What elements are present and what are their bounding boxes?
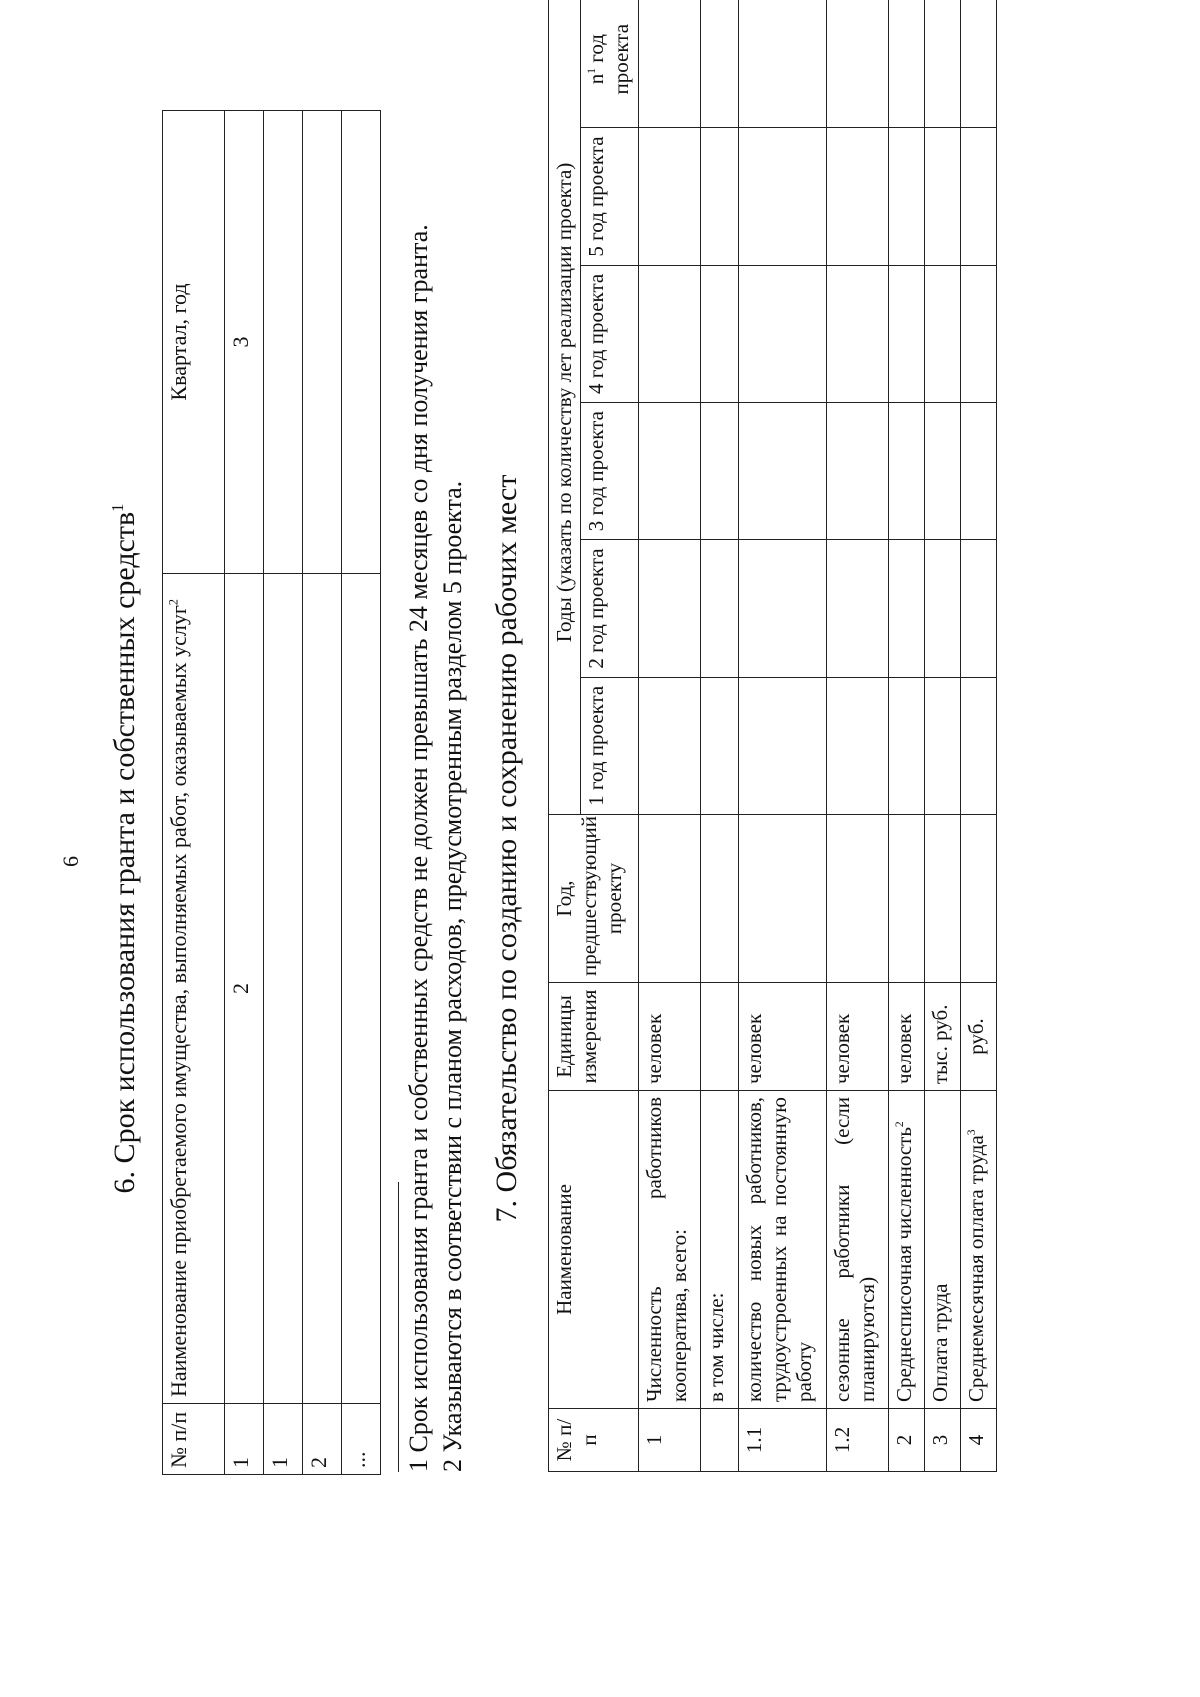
row-cell bbox=[638, 677, 700, 814]
row-cell bbox=[638, 128, 700, 265]
row-cell bbox=[924, 815, 960, 983]
row-no: 2 bbox=[888, 1409, 924, 1472]
row-number: 1 bbox=[264, 1404, 303, 1475]
row-unit: человек bbox=[888, 983, 924, 1091]
footnote-1: 1 Срок использования гранта и собственных средств не должен превышать 24 месяцев со дня получения гранта. bbox=[404, 224, 433, 1472]
table-header-row bbox=[163, 111, 225, 1475]
table-row bbox=[700, 0, 738, 1472]
header-year-3: 3 год проекта bbox=[581, 403, 638, 540]
row-cell bbox=[960, 0, 996, 128]
header-year-1: 1 год проекта bbox=[581, 677, 638, 814]
table-row bbox=[303, 111, 342, 1475]
header-prev-year: Год, предшествующий проекту bbox=[549, 815, 639, 983]
row-no: 3 bbox=[924, 1409, 960, 1472]
table-row bbox=[264, 111, 303, 1475]
row-cell bbox=[700, 815, 738, 983]
row-cell bbox=[960, 128, 996, 265]
row-cell bbox=[700, 540, 738, 677]
row-cell bbox=[888, 265, 924, 402]
row-cell bbox=[888, 128, 924, 265]
header-year-n: $n^1$ год проекта bbox=[581, 0, 638, 128]
row-cell bbox=[700, 677, 738, 814]
row-name: сезонные работники (если планируются) bbox=[826, 1091, 888, 1409]
row-cell bbox=[638, 815, 700, 983]
row-no: 1 bbox=[638, 1409, 700, 1472]
row-quarter-cell bbox=[264, 111, 303, 574]
row-no: 1.2 bbox=[826, 1409, 888, 1472]
row-cell bbox=[638, 0, 700, 128]
row-quarter-cell bbox=[303, 111, 342, 574]
row-no: 1.1 bbox=[738, 1409, 826, 1472]
header-unit: Единицы измерения bbox=[549, 983, 639, 1091]
row-unit bbox=[700, 983, 738, 1091]
row-cell bbox=[638, 265, 700, 402]
header-no: № п/п bbox=[549, 1409, 639, 1472]
row-cell bbox=[888, 540, 924, 677]
row-cell bbox=[924, 677, 960, 814]
row-name-cell bbox=[342, 574, 381, 1404]
table-row bbox=[738, 0, 826, 1472]
header-year-4: 4 год проекта bbox=[581, 265, 638, 402]
row-unit: человек bbox=[638, 983, 700, 1091]
row-number: 2 bbox=[303, 1404, 342, 1475]
row-cell bbox=[738, 815, 826, 983]
row-cell bbox=[924, 128, 960, 265]
row-cell bbox=[924, 540, 960, 677]
row-cell bbox=[888, 0, 924, 128]
row-name: в том числе: bbox=[700, 1091, 738, 1409]
row-cell bbox=[826, 677, 888, 814]
table-row bbox=[960, 0, 996, 1472]
section7-title: 7. Обязательство по созданию и сохранению рабочих мест bbox=[490, 474, 523, 1223]
row-name: Среднемесячная оплата труда$^3$ bbox=[960, 1091, 996, 1409]
row-cell bbox=[888, 815, 924, 983]
row-cell bbox=[960, 265, 996, 402]
row-cell bbox=[638, 403, 700, 540]
row-cell bbox=[826, 265, 888, 402]
row-cell bbox=[960, 403, 996, 540]
row-number: ... bbox=[342, 1404, 381, 1475]
row-cell bbox=[960, 677, 996, 814]
row-cell bbox=[924, 403, 960, 540]
header-year-5: 5 год проекта bbox=[581, 128, 638, 265]
header-year-2: 2 год проекта bbox=[581, 540, 638, 677]
row-cell bbox=[700, 0, 738, 128]
row-cell bbox=[738, 677, 826, 814]
footnote-divider bbox=[398, 1182, 399, 1472]
row-cell bbox=[738, 540, 826, 677]
table-row bbox=[924, 0, 960, 1472]
row-name: Численность работников кооператива, всего: bbox=[638, 1091, 700, 1409]
row-cell bbox=[960, 815, 996, 983]
row-no bbox=[700, 1409, 738, 1472]
table-row bbox=[342, 111, 381, 1475]
row-name: Оплата труда bbox=[924, 1091, 960, 1409]
section6-title: 6. Срок использования гранта и собственных средств$^1$ bbox=[108, 503, 141, 1194]
header-no: № п/п bbox=[163, 1404, 225, 1475]
header-quarter: Квартал, год bbox=[163, 111, 225, 574]
header-name: Наименование bbox=[549, 1091, 639, 1409]
row-cell bbox=[888, 403, 924, 540]
table-row bbox=[888, 0, 924, 1472]
row-unit: руб. bbox=[960, 983, 996, 1091]
row-unit: человек bbox=[826, 983, 888, 1091]
row-cell bbox=[738, 0, 826, 128]
row-cell bbox=[738, 403, 826, 540]
row-cell bbox=[826, 403, 888, 540]
row-quarter-cell bbox=[342, 111, 381, 574]
row-cell bbox=[826, 128, 888, 265]
table-row bbox=[225, 111, 264, 1475]
col-number-2: 2 bbox=[225, 574, 264, 1404]
row-cell bbox=[700, 265, 738, 402]
row-cell bbox=[888, 677, 924, 814]
row-cell bbox=[638, 540, 700, 677]
row-cell bbox=[924, 0, 960, 128]
col-number-3: 3 bbox=[225, 111, 264, 574]
header-name: Наименование приобретаемого имущества, выполняемых работ, оказываемых услуг$^2$ bbox=[163, 574, 225, 1404]
row-cell bbox=[738, 128, 826, 265]
row-cell bbox=[960, 540, 996, 677]
row-name-cell bbox=[264, 574, 303, 1404]
grant-usage-table bbox=[162, 110, 381, 1475]
row-cell bbox=[826, 815, 888, 983]
row-name-cell bbox=[303, 574, 342, 1404]
row-no: 4 bbox=[960, 1409, 996, 1472]
col-number-1: 1 bbox=[225, 1404, 264, 1475]
header-years-group: Годы (указать по количеству лет реализации проекта) bbox=[549, 0, 581, 815]
row-cell bbox=[826, 0, 888, 128]
footnote-2: 2 Указываются в соответствии с планом расходов, предусмотренным разделом 5 проекта. bbox=[438, 480, 467, 1472]
row-unit: тыс. руб. bbox=[924, 983, 960, 1091]
table-header-row bbox=[549, 0, 581, 1472]
row-cell bbox=[700, 128, 738, 265]
row-cell bbox=[738, 265, 826, 402]
row-cell bbox=[700, 403, 738, 540]
table-row bbox=[826, 0, 888, 1472]
row-cell bbox=[924, 265, 960, 402]
row-unit: человек bbox=[738, 983, 826, 1091]
jobs-obligation-table bbox=[548, 0, 997, 1472]
row-name: Среднесписочная численность$^2$ bbox=[888, 1091, 924, 1409]
row-cell bbox=[826, 540, 888, 677]
row-name: количество новых работников, трудоустроенных на постоянную работу bbox=[738, 1091, 826, 1409]
page-number: 6 bbox=[58, 856, 83, 867]
table-row bbox=[638, 0, 700, 1472]
